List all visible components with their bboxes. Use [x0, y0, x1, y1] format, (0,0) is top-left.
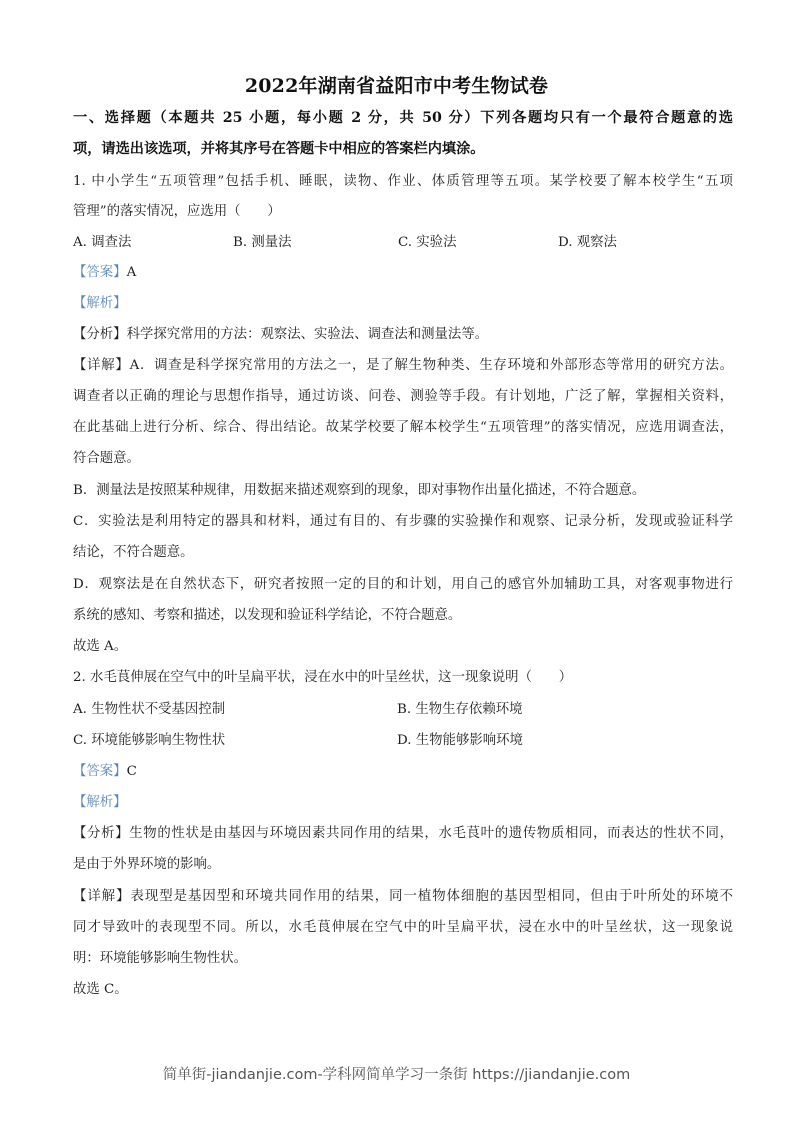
q2-option-c: [73, 732, 225, 750]
page-title: 2022年湖南省益阳市中考生物试卷: [244, 75, 549, 97]
q1-option-c: [398, 234, 456, 252]
q1-xiangjie-line-6: C．实验法是利用特定的器具和材料，通过有目的、有步骤的实验操作和观察、记录分析，发现或验证科学: [73, 514, 733, 529]
option-key: C.: [73, 733, 88, 748]
option-text: 生物生存依赖环境: [415, 702, 523, 717]
q1-fenxi: [73, 326, 733, 344]
q1-xiangjie-line-1: [73, 357, 733, 375]
analysis-label: 【解析】: [73, 296, 127, 311]
section-heading-line-2: 项，请选出该选项，并将其序号在答题卡中相应的答案栏内填涂。: [73, 141, 485, 157]
q2-conclusion: 故选 C。: [73, 982, 128, 997]
option-key: D.: [558, 235, 573, 250]
option-text: 环境能够影响生物性状: [91, 733, 226, 748]
xiangjie-label: 【详解】: [73, 358, 130, 373]
q2-option-a: [73, 701, 225, 719]
option-text: 实验法: [416, 235, 457, 250]
q1-option-d: [558, 234, 617, 252]
xiangjie-text: A．调查是科学探究常用的方法之一，是了解生物种类、生存环境和外部形态等常用的研究方法。: [129, 358, 734, 373]
option-text: 生物能够影响环境: [415, 733, 523, 748]
q2-xiangjie-line-1: [73, 888, 733, 906]
q2-stem-line-1: 2. 水毛茛伸展在空气中的叶呈扁平状，浸在水中的叶呈丝状，这一现象说明（ ）: [73, 670, 573, 685]
fenxi-label: 【分析】: [73, 327, 127, 342]
q2-xiangjie-line-3: 明：环境能够影响生物性状。: [73, 951, 248, 966]
xiangjie-label: 【详解】: [73, 889, 131, 904]
option-text: 观察法: [576, 235, 617, 250]
q1-xiangjie-line-3: 在此基础上进行分析、综合、得出结论。故某学校要了解本校学生“五项管理”的落实情况，应选用调查法，: [73, 420, 733, 435]
option-key: A.: [73, 702, 87, 717]
option-key: C.: [398, 235, 413, 250]
q1-xiangjie-line-8: D．观察法是在自然状态下，研究者按照一定的目的和计划，用自己的感官外加辅助工具，对客观事物进行: [73, 577, 733, 592]
answer-value: C: [126, 764, 137, 779]
q1-xiangjie-line-5: B．测量法是按照某种规律，用数据来描述观察到的现象，即对事物作出量化描述，不符合题意。: [73, 483, 646, 498]
q1-conclusion: 故选 A。: [73, 639, 128, 654]
section-heading-line-1: 一、选择题（本题共 25 小题，每小题 2 分，共 50 分）下列各题均只有一个最符合题意的选: [73, 110, 733, 126]
fenxi-text: 科学探究常用的方法：观察法、实验法、调查法和测量法等。: [126, 327, 489, 342]
answer-label: 【答案】: [73, 764, 127, 779]
q1-stem-line-1: 1. 中小学生“五项管理”包括手机、睡眠，读物、作业、体质管理等五项。某学校要了解本校学生“五项: [73, 174, 733, 189]
fenxi-label: 【分析】: [73, 826, 130, 841]
answer-label: 【答案】: [73, 265, 127, 280]
q1-xiangjie-line-7: 结论，不符合题意。: [73, 545, 194, 560]
q1-answer: [73, 264, 733, 282]
q2-option-d: [397, 732, 523, 750]
fenxi-text: 生物的性状是由基因与环境因素共同作用的结果，水毛茛叶的遗传物质相同，而表达的性状不同，: [129, 826, 734, 841]
q1-option-a: [73, 234, 131, 252]
q2-answer: [73, 763, 733, 781]
q1-xiangjie-line-9: 系统的感知、考察和描述，以发现和验证科学结论，不符合题意。: [73, 608, 462, 623]
option-key: B.: [233, 235, 248, 250]
q1-option-b: [233, 234, 292, 252]
option-key: D.: [397, 733, 412, 748]
option-text: 生物性状不受基因控制: [91, 702, 226, 717]
xiangjie-text: 表现型是基因型和环境共同作用的结果，同一植物体细胞的基因型相同，但由于叶所处的环境不: [130, 889, 734, 904]
q2-analysis-header: [73, 794, 733, 812]
option-key: B.: [397, 702, 412, 717]
answer-value: A: [126, 265, 137, 280]
q2-fenxi-line-1: [73, 825, 733, 843]
q2-xiangjie-line-2: 同才导致叶的表现型不同。所以，水毛茛伸展在空气中的叶呈扁平状，浸在水中的叶呈丝状，这一现象说: [73, 920, 733, 935]
q2-fenxi-line-2: 是由于外界环境的影响。: [73, 857, 221, 872]
q1-xiangjie-line-4: 符合题意。: [73, 451, 140, 466]
option-text: 测量法: [251, 235, 292, 250]
option-text: 调查法: [91, 235, 132, 250]
footer-watermark: 简单街-jiandanjie.com-学科网简单学习一条街 https://jiandanjie.com: [162, 1067, 631, 1083]
q2-option-b: [397, 701, 523, 719]
option-key: A.: [73, 235, 87, 250]
q1-analysis-header: [73, 295, 733, 313]
analysis-label: 【解析】: [73, 795, 127, 810]
q1-stem-line-2: 管理”的落实情况，应选用（ ）: [73, 204, 281, 219]
q1-xiangjie-line-2: 调查者以正确的理论与思想作指导，通过访谈、问卷、测验等手段。有计划地，广泛了解，掌握相关资料，: [73, 389, 733, 404]
